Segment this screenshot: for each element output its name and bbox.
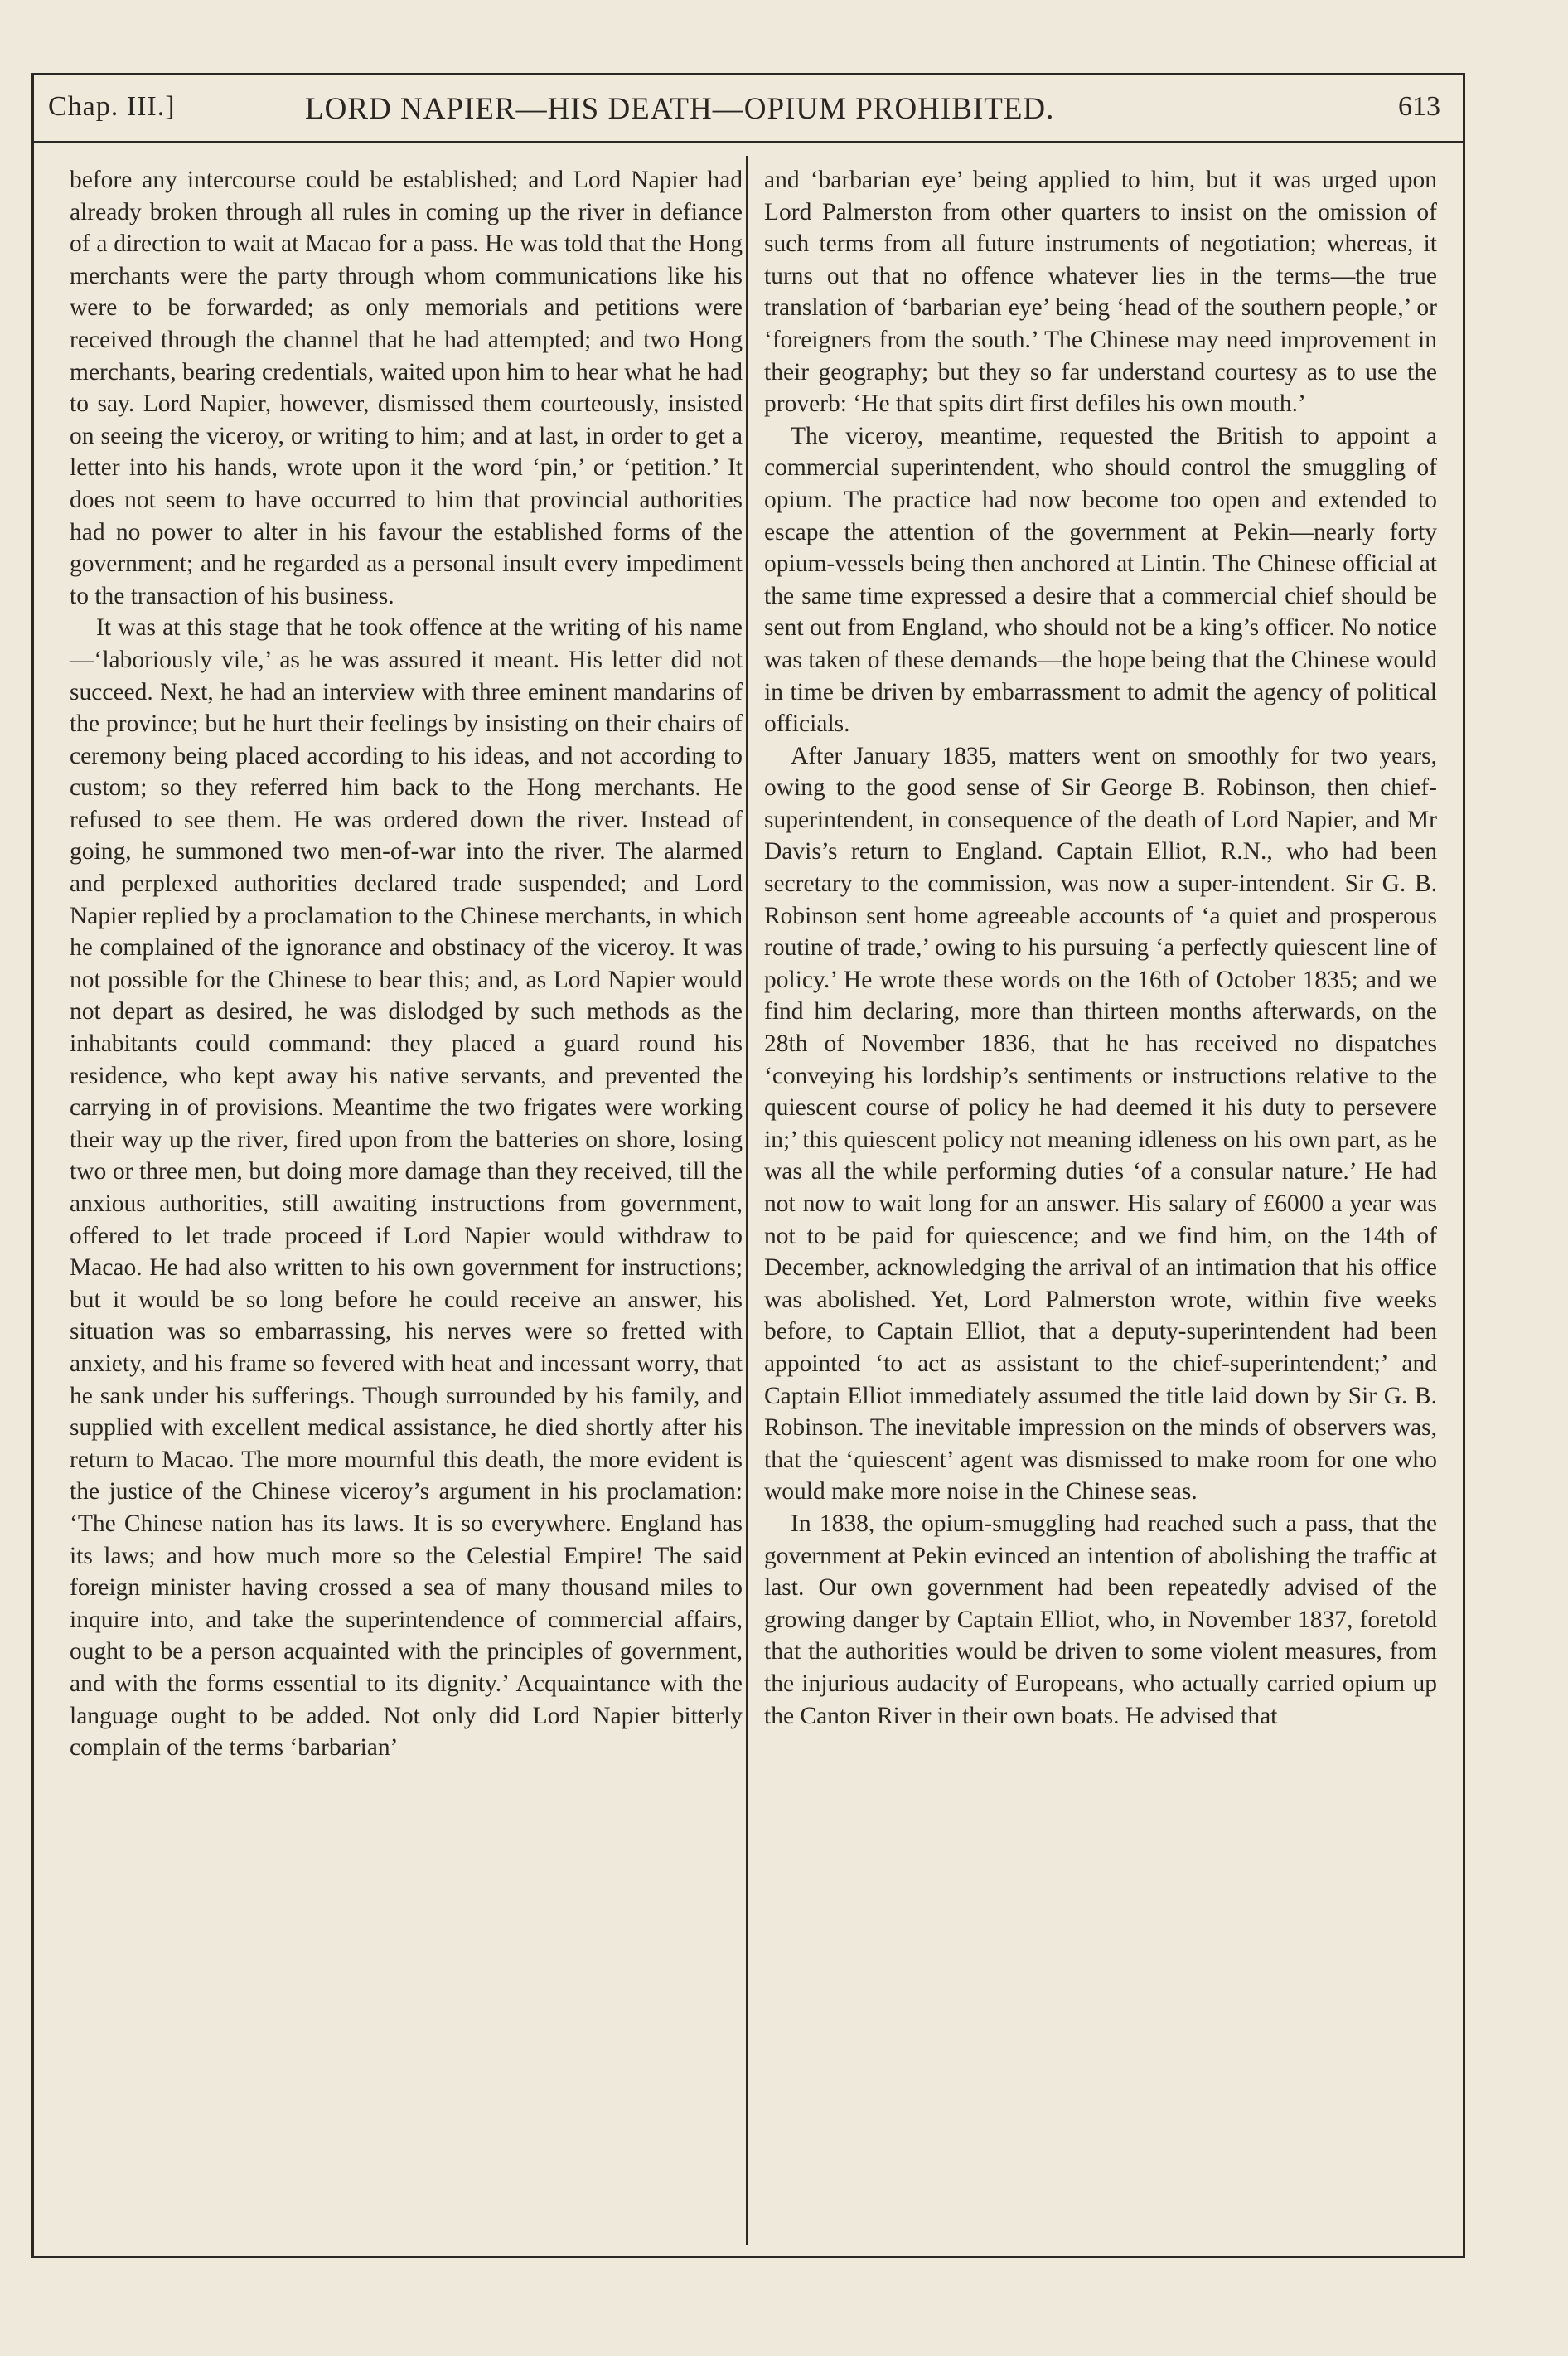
running-header [48,91,1449,139]
left-paragraph-2: It was at this stage that he took offence at the writing of his name—‘laboriously vile,’ as he was assured it meant. His letter did not succeed. Next, he had an interview with three eminent mandarins of the province; but he hurt their feelings by insisting on their chairs of ceremony being placed according to his ideas, and not according to custom; so they referred him back to the Hong merchants. He refused to see them. He was ordered down the river. Instead of going, he summoned two men-of-war into the river. The alarmed and perplexed authorities declared trade suspended; and Lord Napier replied by a proclamation to the Chinese merchants, in which he complained of the ignorance and obstinacy of the viceroy. It was not possible for the Chinese to bear this; and, as Lord Napier would not depart as desired, he was dislodged by such methods as the inhabitants could command: they placed a guard round his residence, who kept away his native servants, and prevented the carrying in of provisions. Meantime the two frigates were working their way up the river, fired upon from the batteries on shore, losing two or three men, but doing more damage than they received, till the anxious authorities, still awaiting instructions from government, offered to let trade proceed if Lord Napier would withdraw to Macao. He had also written to his own government for instructions; but it would be so long before he could receive an answer, his situation was so embarrassing, his nerves were so fretted with anxiety, and his frame so fevered with heat and incessant worry, that he sank under his sufferings. Though surrounded by his family, and supplied with excellent medical assistance, he died shortly after his return to Macao. The more mournful this death, the more evident is the justice of the Chinese viceroy’s argument in his proclamation: ‘The Chinese nation has its laws. It is so everywhere. England has its laws; and how much more so the Celestial Empire! The said foreign minister having crossed a sea of many thousand miles to inquire into, and take the superintendence of commercial affairs, ought to be a person acquainted with the principles of government, and with the forms essential to its dignity.’ Acquaintance with the language ought to be added. Not only did Lord Napier bitterly complain of the terms ‘barbarian’ [70,614,743,1762]
right-paragraph-2: The viceroy, meantime, requested the British to appoint a commercial superintendent, who should control the smuggling of opium. The practice had now become too open and extended to escape the attention of the government at Pekin—nearly forty opium-vessels being then anchored at Lintin. The Chinese official at the same time expressed a desire that a commercial chief should be sent out from England, who should not be a king’s officer. No notice was taken of these demands—the hope being that the Chinese would in time be driven by embarrassment to admit the agency of political officials. [764,422,1437,738]
right-paragraph-1: and ‘barbarian eye’ being applied to him, but it was urged upon Lord Palmerston from other quarters to insist on the omission of such terms from all future instruments of negotiation; whereas, it turns out that no offence whatever lies in the terms—the true translation of ‘barbarian eye’ being ‘head of the southern people,’ or ‘foreigners from the south.’ The Chinese may need improvement in their geography; but they so far understand courtesy as to use the proverb: ‘He that spits dirt first defiles his own mouth.’ [764,167,1437,418]
left-column [70,164,743,1764]
right-paragraph-3: After January 1835, matters went on smoothly for two years, owing to the good sense of Sir George B. Robinson, then chief-superintendent, in consequence of the death of Lord Napier, and Mr Davis’s return to England. Captain Elliot, R.N., who had been secretary to the commission, was now a super-intendent. Sir G. B. Robinson sent home agreeable accounts of ‘a quiet and prosperous routine of trade,’ owing to his pursuing ‘a perfectly quiescent line of policy.’ He wrote these words on the 16th of October 1835; and we find him declaring, more than thirteen months afterwards, on the 28th of November 1836, that he has received no dispatches ‘conveying his lordship’s sentiments or instructions relative to the quiescent course of policy he had deemed it his duty to persevere in;’ this quiescent policy not meaning idleness on his own part, as he was all the while performing duties ‘of a consular nature.’ He had not now to wait long for an answer. His salary of £6000 a year was not to be paid for quiescence; and we find him, on the 14th of December, acknowledging the arrival of an intimation that his office was abolished. Yet, Lord Palmerston wrote, within five weeks before, to Captain Elliot, that a deputy-superintendent had been appointed ‘to act as assistant to the chief-superintendent;’ and Captain Elliot immediately assumed the title laid down by Sir G. B. Robinson. The inevitable impression on the minds of observers was, that the ‘quiescent’ agent was dismissed to make room for one who would make more noise in the Chinese seas. [764,742,1437,1505]
right-column [764,164,1437,1732]
left-paragraph-1: before any intercourse could be established; and Lord Napier had already broken through all rules in coming up the river in defiance of a direction to wait at Macao for a pass. He was told that the Hong merchants were the party through whom communications like his were to be forwarded; as only memorials and petitions were received through the channel that he had attempted; and two Hong merchants, bearing credentials, waited upon him to hear what he had to say. Lord Napier, however, dismissed them courteously, insisted on seeing the viceroy, or writing to him; and at last, in order to get a letter into his hands, wrote upon it the word ‘pin,’ or ‘petition.’ It does not seem to have occurred to him that provincial authorities had no power to alter in his favour the established forms of the government; and he regarded as a personal insult every impediment to the transaction of his business. [70,167,743,609]
column-divider [746,156,748,2245]
header-rule [33,141,1464,143]
chapter-label: Chap. III.] [48,91,176,122]
page-title: LORD NAPIER—HIS DEATH—OPIUM PROHIBITED. [305,92,1055,126]
right-paragraph-4: In 1838, the opium-smuggling had reached such a pass, that the government at Pekin evinced an intention of abolishing the traffic at last. Our own government had been repeatedly advised of the growing danger by Captain Elliot, who, in November 1837, foretold that the authorities would be driven to some violent measures, from the injurious audacity of Europeans, who actually carried opium up the Canton River in their own boats. He advised that [764,1510,1437,1729]
page-number: 613 [1398,91,1440,122]
